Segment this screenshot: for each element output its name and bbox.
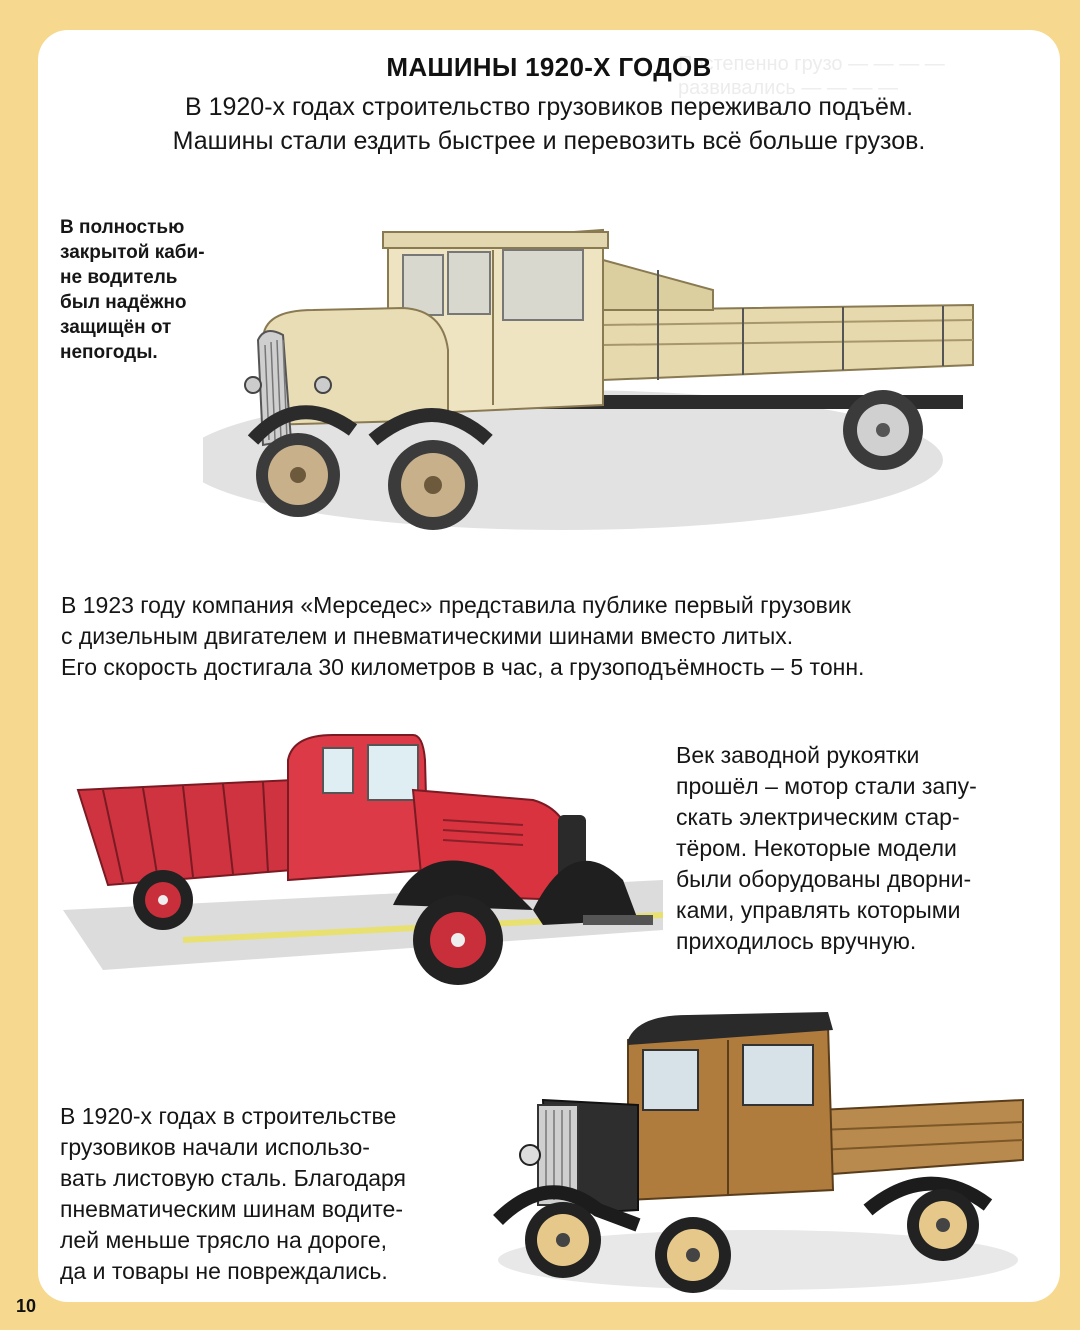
paragraph-line: Век заводной рукоятки xyxy=(676,742,920,768)
cab-caption-line: В полностью xyxy=(60,217,185,238)
wheel xyxy=(907,1189,979,1261)
paragraph-line: да и товары не повреждались. xyxy=(60,1258,388,1284)
wheel xyxy=(655,1217,731,1293)
paragraph-line: были оборудованы дворни- xyxy=(676,866,972,892)
wood-truck-illustration xyxy=(488,1010,1028,1295)
show-through-text: Постепенно грузо — — — — развивались — — — — xyxy=(678,53,945,99)
wheel xyxy=(256,433,340,517)
mercedes-paragraph xyxy=(61,590,864,683)
paragraph-line: скать электрическим стар- xyxy=(676,804,960,830)
paragraph-line: В 1923 году компания «Мерседес» представила публике первый грузовик xyxy=(61,592,851,618)
wheel xyxy=(525,1202,601,1278)
intro-line: В 1920-х годах строительство грузовиков переживало подъём. xyxy=(184,93,914,121)
starter-paragraph xyxy=(676,740,977,957)
intro-text xyxy=(38,90,1060,158)
paragraph-line: грузовиков начали использо- xyxy=(60,1134,370,1160)
paragraph-line: ками, управлять которыми xyxy=(676,897,961,923)
cab-caption-line: непогоды. xyxy=(60,342,158,363)
cab-caption-line: был надёжно xyxy=(60,292,187,313)
cab-caption-line: не водитель xyxy=(60,267,178,288)
page-title: МАШИНЫ 1920-Х ГОДОВ xyxy=(386,52,712,82)
paragraph-line: пневматическим шинам водите- xyxy=(60,1196,404,1222)
paragraph-line: тёром. Некоторые модели xyxy=(676,835,957,861)
paragraph-line: В 1920-х годах в строительстве xyxy=(60,1103,397,1129)
paragraph-line: прошёл – мотор стали запу- xyxy=(676,773,977,799)
cab-caption-line: закрытой каби- xyxy=(60,242,205,263)
wheel xyxy=(843,390,923,470)
red-truck-illustration xyxy=(63,720,663,1020)
wheel xyxy=(388,440,478,530)
paragraph-line: Его скорость достигала 30 километров в час, а грузоподъёмность – 5 тонн. xyxy=(61,654,865,680)
cream-truck-illustration xyxy=(203,190,1003,550)
paragraph-line: приходилось вручную. xyxy=(676,928,917,954)
paragraph-line: с дизельным двигателем и пневматическими шинами вместо литых. xyxy=(61,623,794,649)
book-page xyxy=(38,30,1060,1302)
steel-paragraph xyxy=(60,1101,406,1287)
wheel xyxy=(413,895,503,985)
paragraph-line: лей меньше трясло на дороге, xyxy=(60,1227,387,1253)
page-number: 10 xyxy=(16,1296,37,1316)
cab-caption-line: защищён от xyxy=(60,317,172,338)
paragraph-line: вать листовую сталь. Благодаря xyxy=(60,1165,407,1191)
wheel xyxy=(133,870,193,930)
intro-line: Машины стали ездить быстрее и перевозить всё больше грузов. xyxy=(172,127,926,155)
